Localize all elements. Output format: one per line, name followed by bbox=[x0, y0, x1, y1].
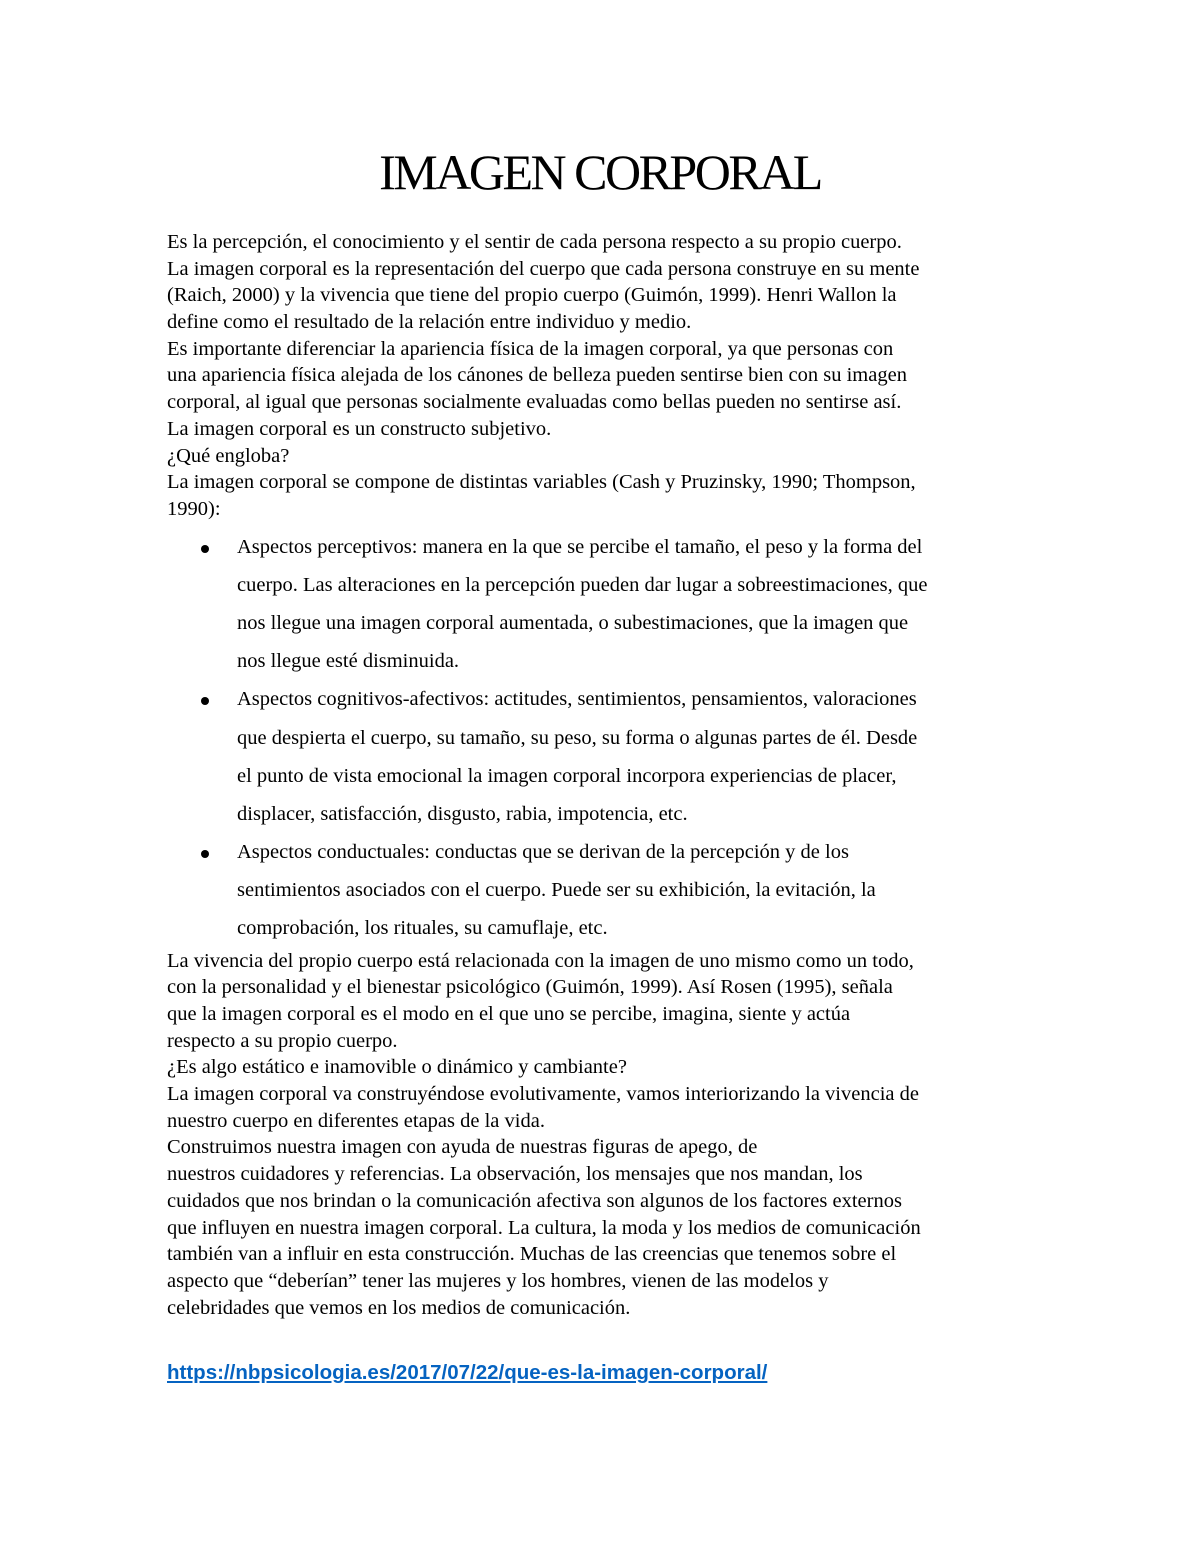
closing-paragraph bbox=[167, 948, 1047, 1322]
intro-paragraph bbox=[167, 229, 1047, 523]
text-line: La imagen corporal es la representación del cuerpo que cada persona construye en su mente bbox=[167, 257, 920, 280]
text-line: La imagen corporal es un constructo subjetivo. bbox=[167, 417, 552, 440]
text-line: define como el resultado de la relación entre individuo y medio. bbox=[167, 311, 692, 334]
text-line: La imagen corporal va construyéndose evolutivamente, vamos interiorizando la vivencia de bbox=[167, 1083, 919, 1106]
list-item-perceptual bbox=[167, 528, 1047, 681]
list-item-line: comprobación, los rituales, su camuflaje, etc. bbox=[237, 917, 608, 940]
list-item-line: Aspectos conductuales: conductas que se derivan de la percepción y de los bbox=[237, 841, 849, 864]
text-line: aspecto que “deberían” tener las mujeres y los hombres, vienen de las modelos y bbox=[167, 1269, 829, 1292]
text-line: una apariencia física alejada de los cánones de belleza pueden sentirse bien con su imagen bbox=[167, 364, 907, 387]
list-item-behavioral bbox=[167, 833, 1047, 948]
text-line: que la imagen corporal es el modo en el que uno se percibe, imagina, siente y actúa bbox=[167, 1003, 851, 1025]
list-item-line: Aspectos perceptivos: manera en la que se percibe el tamaño, el peso y la forma del bbox=[237, 535, 923, 558]
text-line: (Raich, 2000) y la vivencia que tiene del propio cuerpo (Guimón, 1999). Henri Wallon la bbox=[167, 284, 897, 307]
text-line: La imagen corporal se compone de distintas variables (Cash y Pruzinsky, 1990; Thompson, bbox=[167, 471, 916, 494]
list-item-line: nos llegue esté disminuida. bbox=[237, 650, 460, 673]
document-body bbox=[167, 229, 1047, 1385]
text-line: celebridades que vemos en los medios de comunicación. bbox=[167, 1296, 631, 1319]
list-item-line: sentimientos asociados con el cuerpo. Puede ser su exhibición, la evitación, la bbox=[237, 879, 876, 902]
bullet-icon bbox=[201, 850, 209, 858]
bullet-icon bbox=[201, 545, 209, 553]
list-item-cognitive bbox=[167, 680, 1047, 833]
text-line: ¿Es algo estático e inamovible o dinámico y cambiante? bbox=[167, 1056, 627, 1079]
text-line: corporal, al igual que personas socialmente evaluadas como bellas pueden no sentirse así. bbox=[167, 391, 902, 414]
document-title: IMAGEN CORPORAL bbox=[379, 144, 821, 200]
text-line: respecto a su propio cuerpo. bbox=[167, 1029, 398, 1052]
text-line: también van a influir en esta construcción. Muchas de las creencias que tenemos sobre el bbox=[167, 1243, 897, 1266]
list-item-line: cuerpo. Las alteraciones en la percepción pueden dar lugar a sobreestimaciones, que bbox=[237, 573, 928, 596]
list-item-line: el punto de vista emocional la imagen corporal incorpora experiencias de placer, bbox=[237, 764, 897, 787]
text-line: Construimos nuestra imagen con ayuda de nuestras figuras de apego, de bbox=[167, 1136, 758, 1159]
text-line: cuidados que nos brindan o la comunicación afectiva son algunos de los factores externos bbox=[167, 1189, 902, 1212]
text-line: nuestro cuerpo en diferentes etapas de la vida. bbox=[167, 1109, 545, 1132]
list-item-line: displacer, satisfacción, disgusto, rabia, impotencia, etc. bbox=[237, 802, 688, 825]
text-line: La vivencia del propio cuerpo está relacionada con la imagen de uno mismo como un todo, bbox=[167, 949, 914, 972]
list-item-line: que despierta el cuerpo, su tamaño, su peso, su forma o algunas partes de él. Desde bbox=[237, 726, 918, 749]
text-line: 1990): bbox=[167, 497, 221, 520]
aspects-list bbox=[167, 528, 1047, 948]
text-line: Es importante diferenciar la apariencia física de la imagen corporal, ya que personas con bbox=[167, 337, 894, 360]
blank-line bbox=[167, 1321, 1047, 1361]
text-line: con la personalidad y el bienestar psicológico (Guimón, 1999). Así Rosen (1995), señala bbox=[167, 976, 893, 999]
text-line: ¿Qué engloba? bbox=[167, 444, 290, 467]
list-item-line: nos llegue una imagen corporal aumentada, o subestimaciones, que la imagen que bbox=[237, 611, 909, 634]
list-item-line: Aspectos cognitivos-afectivos: actitudes, sentimientos, pensamientos, valoraciones bbox=[237, 688, 917, 711]
text-line: nuestros cuidadores y referencias. La observación, los mensajes que nos mandan, los bbox=[167, 1163, 863, 1186]
source-link[interactable]: https://nbpsicologia.es/2017/07/22/que-es-la-imagen-corporal/ bbox=[167, 1361, 768, 1385]
text-line: que influyen en nuestra imagen corporal. La cultura, la moda y los medios de comunicación bbox=[167, 1216, 921, 1239]
bullet-icon bbox=[201, 697, 209, 705]
text-line: Es la percepción, el conocimiento y el sentir de cada persona respecto a su propio cuerpo. bbox=[167, 231, 902, 253]
